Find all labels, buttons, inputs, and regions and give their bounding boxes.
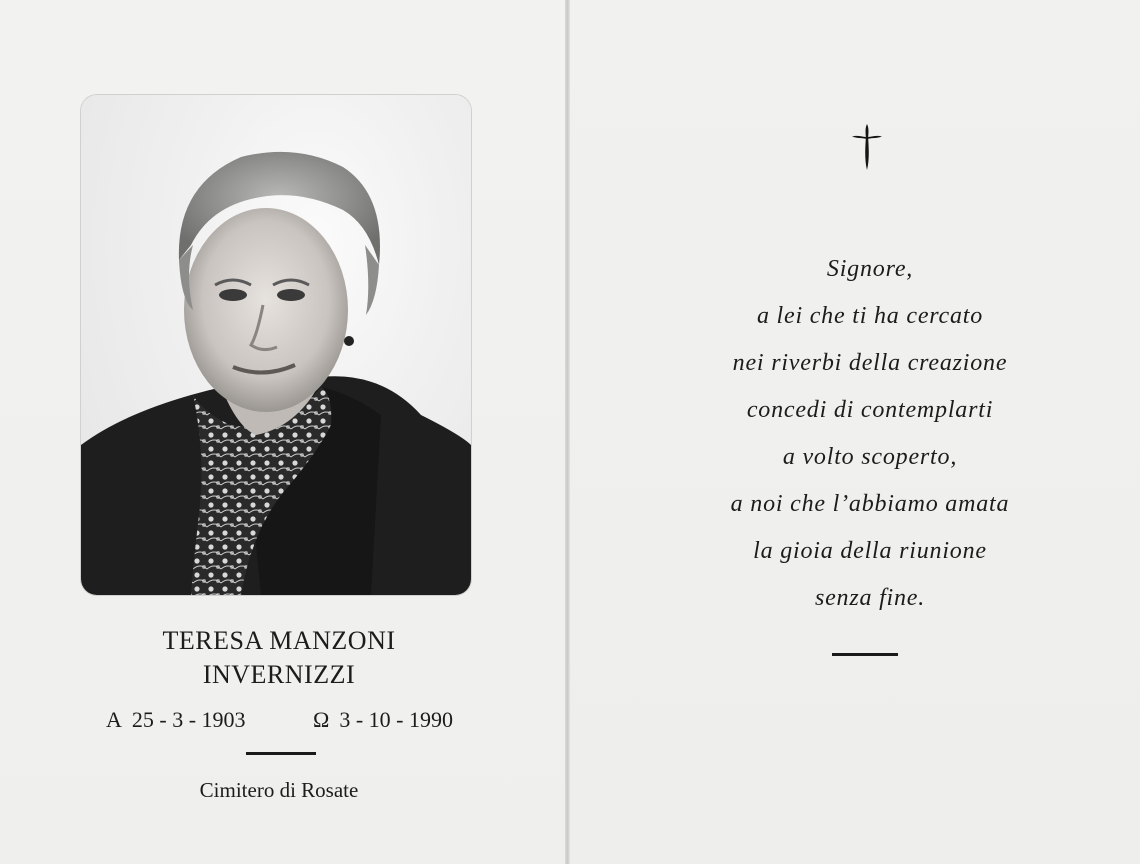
divider-left <box>246 752 316 755</box>
prayer-line: concedi di contemplarti <box>746 397 994 423</box>
birth-symbol: A <box>106 707 122 732</box>
prayer-line: la gioia della riunione <box>753 538 987 564</box>
portrait-illustration <box>81 95 471 595</box>
birth-date <box>106 707 246 733</box>
prayer-text <box>570 252 1140 628</box>
deceased-name-line-2: INVERNIZZI <box>202 660 356 689</box>
portrait-photo <box>81 95 471 595</box>
left-panel <box>0 0 566 864</box>
prayer-line: Signore, <box>826 256 914 282</box>
prayer-line: a volto scoperto, <box>782 444 958 470</box>
prayer-line: senza fine. <box>814 585 926 611</box>
prayer-line: a lei che ti ha cercato <box>756 303 984 329</box>
prayer-line: a noi che l’abbiamo amata <box>730 491 1010 517</box>
death-date-value: 3 - 10 - 1990 <box>339 707 454 732</box>
deceased-name-line-1: TERESA MANZONI <box>162 626 396 655</box>
prayer-line: nei riverbi della creazione <box>732 350 1008 376</box>
death-date <box>313 707 453 733</box>
birth-date-value: 25 - 3 - 1903 <box>131 707 246 732</box>
divider-right <box>832 653 898 656</box>
death-symbol: Ω <box>313 707 330 732</box>
cemetery-name: Cimitero di Rosate <box>199 778 359 802</box>
latin-cross-icon <box>850 122 884 172</box>
